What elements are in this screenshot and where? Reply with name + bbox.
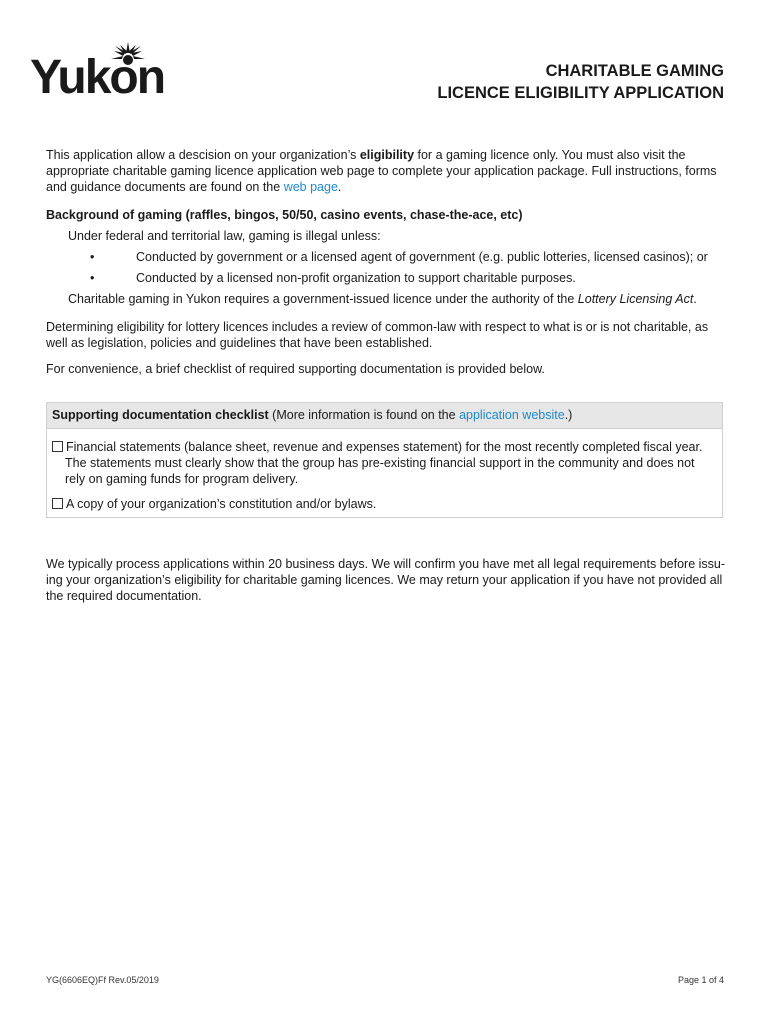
bullet-2-text: Conducted by a licensed non-profit organization to support charitable purposes. — [136, 271, 576, 285]
checklist-item-1-continued: The statements must clearly show that the group has pre-existing financial support in the community and does not rely on gaming funds for program delivery. — [65, 456, 695, 486]
intro-end: . — [337, 180, 342, 194]
convenience-paragraph: For convenience, a brief checklist of required supporting documentation is provided below. — [46, 362, 545, 376]
page-number: Page 1 of 4 — [677, 975, 724, 985]
licence-end: . — [693, 292, 697, 306]
checklist-header-end: .) — [564, 408, 573, 422]
checklist-header-text: (More information is found on the — [268, 408, 460, 422]
processing-paragraph: We typically process applications within 20 business days. We will confirm you have met all legal requirements before issu-ing your organization’s eligibility for charitable gaming licences. We may return your application if you have not provided all the required documentation. — [46, 557, 726, 603]
bullet-1-text: Conducted by government or a licensed agent of government (e.g. public lotteries, licensed casinos); or — [136, 250, 708, 264]
bullet-1-symbol: • — [90, 250, 95, 264]
determining-paragraph: Determining eligibility for lottery licences includes a review of common-law with respect to what is or is not charitable, as well as legislation, policies and guidelines that have been established. — [46, 320, 709, 350]
checklist-item-financial — [52, 439, 717, 487]
logo-wordmark: Yukon — [30, 51, 165, 104]
constitution-checkbox[interactable] — [52, 498, 63, 509]
checklist-item-2-text: A copy of your organization’s constitution and/or bylaws. — [66, 497, 377, 511]
checklist-item-1-text: Financial statements (balance sheet, revenue and expenses statement) for the most recently completed fiscal year. — [66, 440, 703, 454]
yukon-logo — [30, 42, 172, 104]
financial-statements-checkbox[interactable] — [52, 441, 63, 452]
licence-text: Charitable gaming in Yukon requires a government-issued licence under the authority of the — [68, 292, 578, 306]
licence-paragraph — [68, 291, 697, 307]
act-name: Lottery Licensing Act — [577, 292, 694, 306]
intro-paragraph — [46, 147, 732, 195]
bullet-2-symbol: • — [90, 271, 95, 285]
page-title — [437, 60, 724, 104]
supporting-documentation-checklist — [46, 402, 723, 518]
background-heading: Background of gaming (raffles, bingos, 50/50, casino events, chase-the-ace, etc) — [46, 208, 523, 222]
checklist-header — [47, 403, 722, 429]
intro-bold: eligibility — [359, 148, 415, 162]
application-website-link[interactable]: application website — [459, 408, 565, 422]
intro-text: This application allow a descision on your organization’s — [46, 148, 360, 162]
intro-text-2: for a gaming licence only. You must also visit the appropriate charitable gaming licence application web page to complete your application package. Full instructions, forms and guidance documents are found on the — [46, 148, 717, 194]
checklist-item-constitution — [52, 496, 717, 512]
form-code: YG(6606EQ)Ff Rev.05/2019 — [46, 975, 159, 985]
law-intro: Under federal and territorial law, gaming is illegal unless: — [68, 229, 381, 243]
web-page-link[interactable]: web page — [283, 180, 338, 194]
checklist-header-title: Supporting documentation checklist — [52, 408, 269, 422]
title-line-1: CHARITABLE GAMING — [545, 62, 724, 80]
title-line-2: LICENCE ELIGIBILITY APPLICATION — [437, 84, 724, 102]
